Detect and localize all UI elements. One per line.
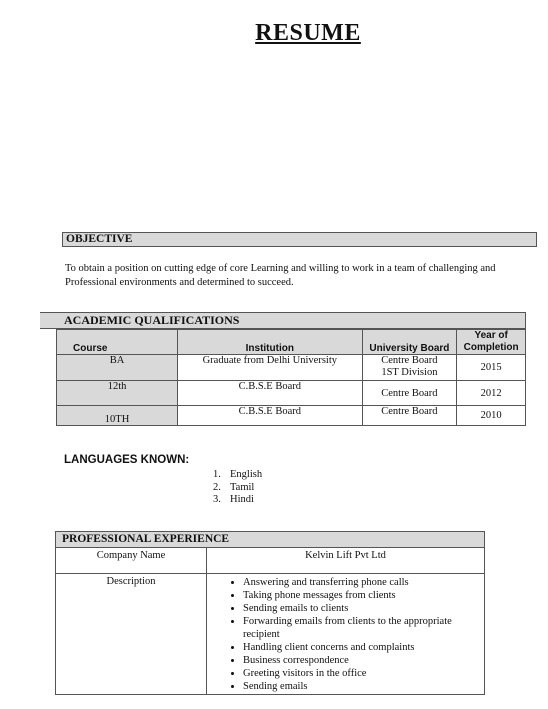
list-item: • Greeting visitors in the office (243, 667, 484, 680)
row-year: 2010 (457, 406, 526, 426)
company-value: Kelvin Lift Pvt Ltd (207, 548, 485, 574)
list-item: • Business correspondence (243, 654, 484, 667)
list-item: 1. English (213, 469, 263, 480)
row-year: 2012 (457, 381, 526, 406)
experience-table (55, 547, 485, 695)
list-item: 2. Tamil (213, 481, 255, 493)
objective-heading-text: OBJECTIVE (66, 233, 133, 245)
academic-heading (40, 312, 526, 329)
description-value (207, 574, 485, 695)
col-board: University Board (362, 330, 457, 355)
list-item: • Sending emails to clients (243, 602, 484, 615)
objective-text: To obtain a position on cutting edge of core Learning and willing to work in a team of challenging and Professional environments and determined to succeed. (65, 263, 496, 288)
list-item: 3. Hindi (213, 494, 254, 505)
company-label: Company Name (56, 548, 207, 574)
description-label: Description (56, 574, 207, 695)
table-row (57, 381, 526, 406)
language-item: Hindi (230, 494, 254, 505)
languages-heading: LANGUAGES KNOWN: (64, 454, 190, 466)
academic-heading-text: ACADEMIC QUALIFICATIONS (64, 313, 240, 327)
row-board-text: Centre Board (381, 355, 438, 366)
academic-header-row (57, 330, 526, 355)
row-institution: C.B.S.E Board (178, 406, 362, 426)
col-course: Course (57, 330, 178, 355)
list-item: • Sending emails (243, 680, 484, 693)
table-row (56, 548, 485, 574)
experience-heading (55, 531, 485, 548)
objective-heading (62, 232, 537, 247)
col-year-text: Year of Completion (463, 330, 519, 353)
experience-heading-text: PROFESSIONAL EXPERIENCE (62, 533, 230, 545)
list-item: • Handling client concerns and complaints (243, 641, 484, 654)
row-institution: Graduate from Delhi University (178, 355, 362, 381)
table-row (57, 406, 526, 426)
table-row (56, 574, 485, 695)
row-board: Centre Board (362, 406, 457, 426)
resume-title: RESUME (255, 20, 361, 46)
duties-list (207, 576, 484, 693)
row-institution: C.B.S.E Board (178, 381, 362, 406)
row-board (362, 355, 457, 381)
list-item: • Answering and transferring phone calls (243, 576, 484, 589)
languages-list (213, 469, 262, 507)
col-year (457, 330, 526, 355)
row-course: 10TH (57, 406, 178, 426)
row-year: 2015 (457, 355, 526, 381)
row-board-extra: 1ST Division (381, 367, 438, 378)
table-row (57, 355, 526, 381)
language-item: Tamil (230, 481, 255, 493)
academic-table (56, 329, 526, 426)
row-course: BA (57, 355, 178, 381)
list-item: • Taking phone messages from clients (243, 589, 484, 602)
col-institution: Institution (178, 330, 362, 355)
list-item: • Forwarding emails from clients to the appropriate recipient (243, 615, 484, 641)
row-board: Centre Board (362, 381, 457, 406)
row-course: 12th (57, 381, 178, 406)
language-item: English (230, 469, 263, 480)
